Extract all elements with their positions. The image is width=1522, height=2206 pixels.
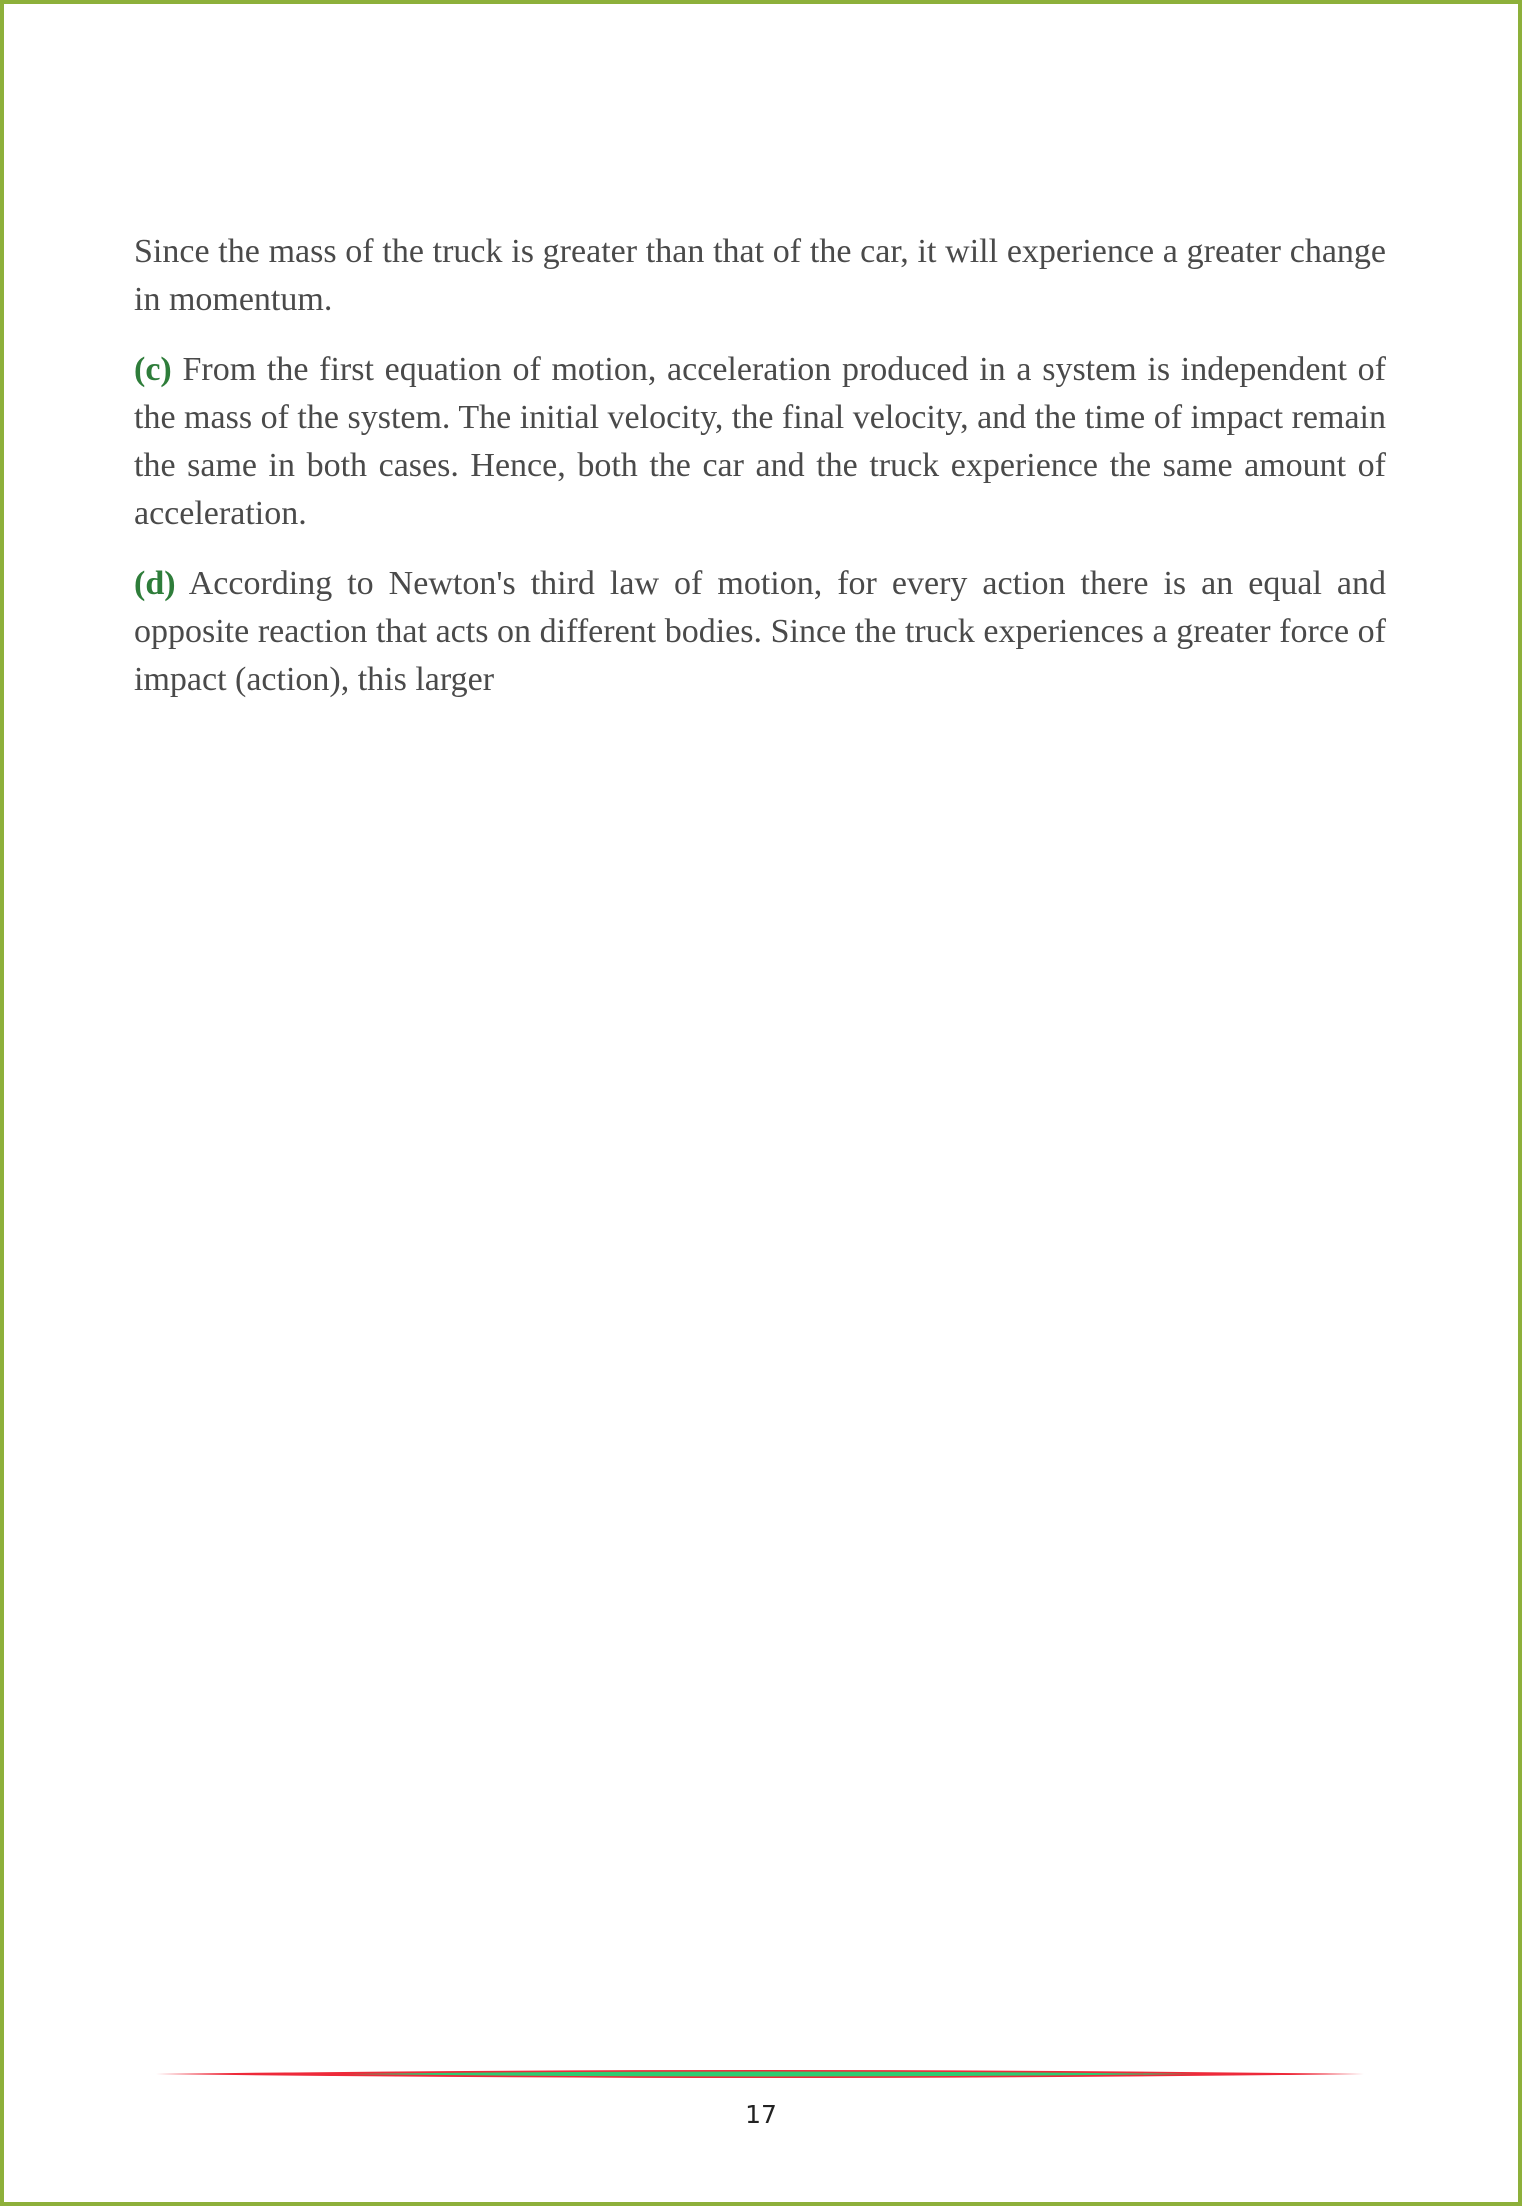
- footer-divider: [156, 2064, 1364, 2084]
- paragraph-text: Since the mass of the truck is greater than that of the car, it will experience a greater change in momentum.: [134, 233, 1386, 318]
- page-number: 17: [745, 2100, 777, 2129]
- paragraph-momentum: [134, 228, 1386, 324]
- item-label-c: (c): [134, 351, 172, 388]
- paragraph-c: [134, 346, 1386, 538]
- page-body: [134, 228, 1386, 726]
- item-label-d: (d): [134, 565, 176, 602]
- paragraph-d: [134, 560, 1386, 704]
- paragraph-text: From the first equation of motion, acceleration produced in a system is independent of the mass of the system. The initial velocity, the final velocity, and the time of impact remain the same in both cases. Hence, both the car and the truck experience the same amount of acceleration.: [134, 351, 1386, 532]
- paragraph-text: According to Newton's third law of motion, for every action there is an equal and opposite reaction that acts on different bodies. Since the truck experiences a greater force of impact (action), this larger: [134, 565, 1386, 698]
